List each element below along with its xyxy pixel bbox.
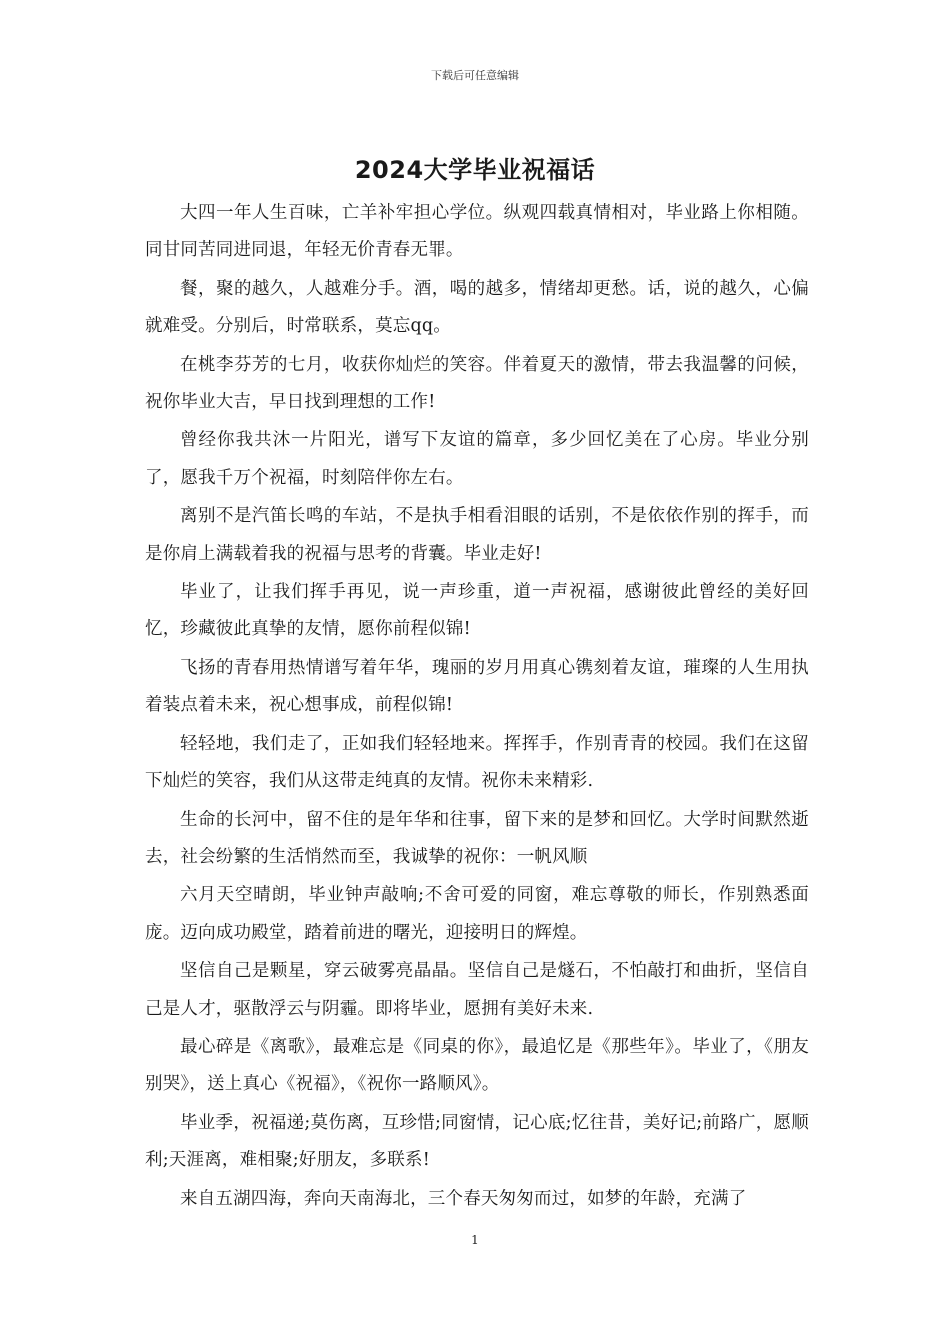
document-title: 2024大学毕业祝福话 bbox=[354, 156, 596, 184]
paragraph: 曾经你我共沐一片阳光，谱写下友谊的篇章，多少回忆美在了心房。毕业分别了，愿我千万个祝福，时刻陪伴你左右。 bbox=[145, 430, 809, 488]
paragraph: 六月天空晴朗，毕业钟声敲响;不舍可爱的同窗，难忘尊敬的师长，作别熟悉面庞。迈向成功殿堂，踏着前进的曙光，迎接明日的辉煌。 bbox=[145, 885, 809, 943]
paragraph: 轻轻地，我们走了，正如我们轻轻地来。挥挥手，作别青青的校园。我们在这留下灿烂的笑容，我们从这带走纯真的友情。祝你未来精彩. bbox=[145, 733, 809, 792]
paragraph: 大四一年人生百味，亡羊补牢担心学位。纵观四载真情相对，毕业路上你相随。同甘同苦同进同退，年轻无价青春无罪。 bbox=[145, 203, 809, 261]
paragraph: 在桃李芬芳的七月，收获你灿烂的笑容。伴着夏天的激情，带去我温馨的问候，祝你毕业大吉，早日找到理想的工作! bbox=[145, 354, 809, 413]
paragraph: 飞扬的青春用热情谱写着年华，瑰丽的岁月用真心镌刻着友谊，璀璨的人生用执着装点着未来，祝心想事成，前程似锦! bbox=[145, 657, 809, 716]
paragraph: 生命的长河中，留不住的是年华和往事，留下来的是梦和回忆。大学时间默然逝去，社会纷繁的生活悄然而至，我诚挚的祝你：一帆风顺 bbox=[145, 809, 809, 867]
paragraph: 坚信自己是颗星，穿云破雾亮晶晶。坚信自己是燧石，不怕敲打和曲折，坚信自己是人才，驱散浮云与阴霾。即将毕业，愿拥有美好未来. bbox=[145, 961, 809, 1019]
header-note: 下载后可任意编辑 bbox=[431, 69, 519, 82]
page-number: 1 bbox=[471, 1233, 479, 1247]
paragraph: 来自五湖四海，奔向天南海北，三个春天匆匆而过，如梦的年龄，充满了 bbox=[180, 1188, 747, 1209]
paragraph: 离别不是汽笛长鸣的车站，不是执手相看泪眼的话别，不是依依作别的挥手，而是你肩上满载着我的祝福与思考的背囊。毕业走好! bbox=[145, 506, 809, 564]
document-body bbox=[145, 195, 809, 1219]
paragraph: 毕业季，祝福递;莫伤离，互珍惜;同窗情，记心底;忆往昔，美好记;前路广，愿顺利;天涯离，难相聚;好朋友，多联系! bbox=[145, 1112, 809, 1171]
paragraph: 毕业了，让我们挥手再见，说一声珍重，道一声祝福，感谢彼此曾经的美好回忆，珍藏彼此真挚的友情，愿你前程似锦! bbox=[145, 582, 809, 640]
paragraph: 最心碎是《离歌》，最难忘是《同桌的你》，最追忆是《那些年》。毕业了，《朋友别哭》，送上真心《祝福》，《祝你一路顺风》。 bbox=[145, 1036, 809, 1095]
paragraph: 餐，聚的越久，人越难分手。酒，喝的越多，情绪却更愁。话，说的越久，心偏就难受。分别后，时常联系，莫忘qq。 bbox=[145, 278, 809, 337]
